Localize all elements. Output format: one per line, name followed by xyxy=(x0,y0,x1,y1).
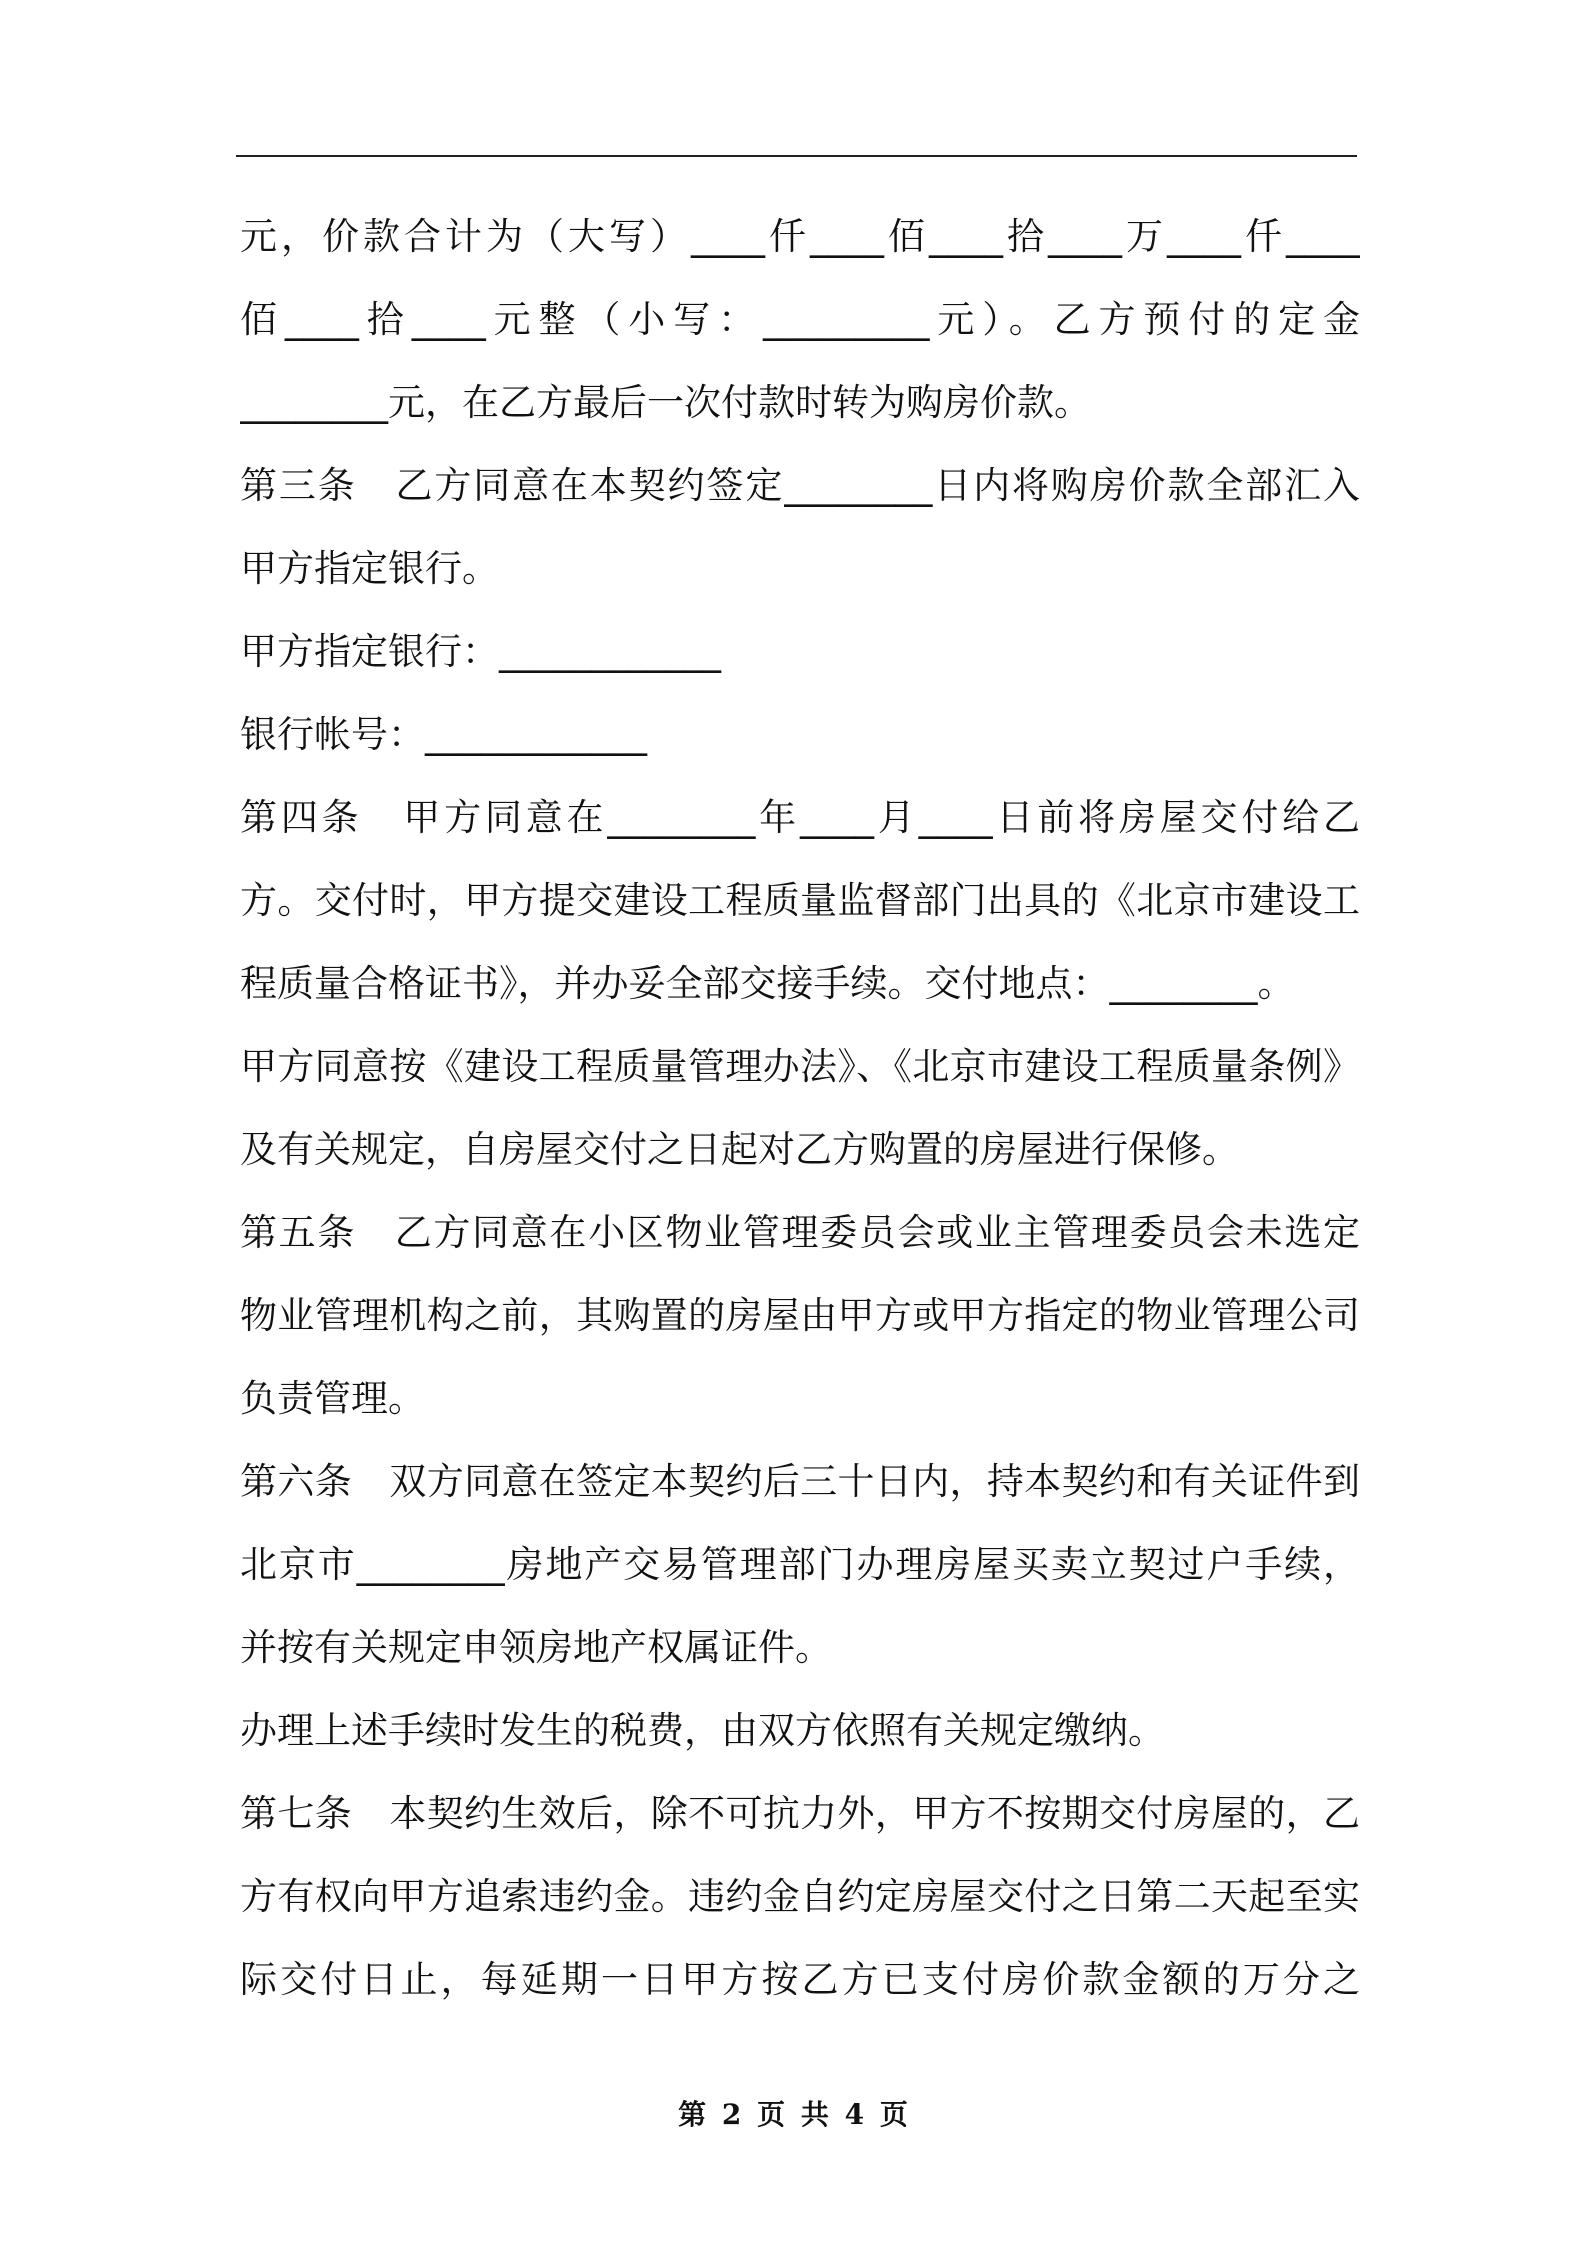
text-line: 佰____拾____元整（小写：_________元）。乙方预付的定金 xyxy=(240,298,1360,341)
header-rule xyxy=(236,155,1357,157)
text-line: 元，价款合计为（大写）____仟____佰____拾____万____仟____ xyxy=(240,215,1360,258)
text-line: 并按有关规定申领房地产权属证件。 xyxy=(240,1626,832,1669)
text-line: 方有权向甲方追索违约金。违约金自约定房屋交付之日第二天起至实 xyxy=(240,1875,1360,1918)
article-5-line: 第五条 乙方同意在小区物业管理委员会或业主管理委员会未选定 xyxy=(240,1211,1360,1254)
article-6-line: 第六条 双方同意在签定本契约后三十日内，持本契约和有关证件到 xyxy=(240,1460,1360,1503)
text-line: 负责管理。 xyxy=(240,1377,425,1420)
article-4-line: 第四条 甲方同意在________年____月____日前将房屋交付给乙 xyxy=(240,796,1360,839)
article-7-line: 第七条 本契约生效后，除不可抗力外，甲方不按期交付房屋的，乙 xyxy=(240,1792,1360,1835)
text-line: 程质量合格证书》，并办妥全部交接手续。交付地点：________。 xyxy=(240,962,1295,1005)
page-number-footer: 第 2 页 共 4 页 xyxy=(678,2098,908,2131)
bank-account-line: 银行帐号：____________ xyxy=(240,713,647,756)
text-line: 甲方指定银行。 xyxy=(240,547,499,590)
text-line: 甲方同意按《建设工程质量管理办法》、《北京市建设工程质量条例》 xyxy=(240,1045,1360,1088)
text-line: 及有关规定，自房屋交付之日起对乙方购置的房屋进行保修。 xyxy=(240,1128,1239,1171)
text-line: 际交付日止，每延期一日甲方按乙方已支付房价款金额的万分之 xyxy=(240,1958,1360,2001)
article-3-line: 第三条 乙方同意在本契约签定________日内将购房价款全部汇入 xyxy=(240,464,1360,507)
text-line: 办理上述手续时发生的税费，由双方依照有关规定缴纳。 xyxy=(240,1709,1165,1752)
text-line: 方。交付时，甲方提交建设工程质量监督部门出具的《北京市建设工 xyxy=(240,879,1360,922)
text-line: 物业管理机构之前，其购置的房屋由甲方或甲方指定的物业管理公司 xyxy=(240,1294,1360,1337)
text-line: 北京市________房地产交易管理部门办理房屋买卖立契过户手续， xyxy=(240,1543,1360,1586)
text-line: ________元，在乙方最后一次付款时转为购房价款。 xyxy=(240,381,1091,424)
designated-bank-line: 甲方指定银行：____________ xyxy=(240,630,721,673)
contract-body xyxy=(240,195,1360,2021)
